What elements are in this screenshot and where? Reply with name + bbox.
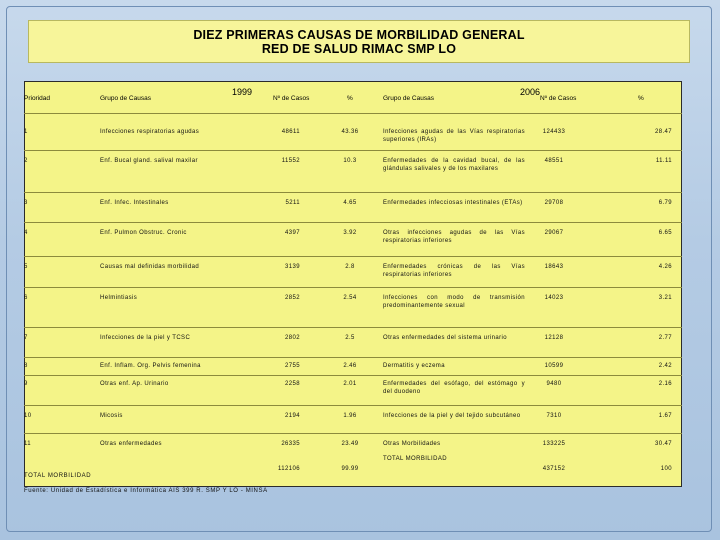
row-cases-2006: 29708	[544, 200, 564, 206]
row-cases-2006: 124433	[542, 129, 566, 135]
header-cases-2: Nº de Casos	[540, 95, 577, 102]
row-cases-2006: 18643	[544, 264, 564, 270]
row-cause-2006: Enfermedades del esófago, del estómago y del duodeno	[383, 381, 525, 395]
title-line-1: DIEZ PRIMERAS CAUSAS DE MORBILIDAD GENERAL	[193, 27, 525, 42]
row-rank: 2	[24, 158, 28, 164]
total-label-left: TOTAL MORBILIDAD	[24, 473, 92, 479]
row-cases-2006: 29067	[544, 230, 564, 236]
row-divider	[24, 327, 682, 328]
row-cases-2006: 48551	[544, 158, 564, 164]
row-cause-2006: Infecciones agudas de las Vías respiratorias superiores (IRAs)	[383, 129, 525, 143]
row-divider	[24, 222, 682, 223]
row-pct-2006: 28.47	[654, 129, 672, 135]
row-divider	[24, 287, 682, 288]
row-pct-2006: 4.26	[658, 264, 672, 270]
row-cause-2006: Enfermedades infecciosas intestinales (ETAs)	[383, 200, 523, 206]
header-pct-1: %	[347, 95, 353, 102]
row-rank: 3	[24, 200, 28, 206]
row-cases-1999: 2755	[285, 363, 300, 369]
row-pct-2006: 30.47	[654, 441, 672, 447]
row-cause-2006: Otras Morbilidades	[383, 441, 441, 447]
total-pct-2: 100	[660, 466, 672, 472]
header-group-2: Grupo de Causas	[383, 95, 434, 102]
row-cases-1999: 48611	[281, 129, 300, 135]
row-pct-1999: 23.49	[341, 441, 359, 447]
year-left: 1999	[232, 87, 253, 97]
year-right: 2006	[520, 87, 541, 97]
row-pct-1999: 10.3	[343, 158, 357, 164]
row-divider	[24, 113, 682, 114]
row-cases-1999: 3139	[285, 264, 300, 270]
row-rank: 8	[24, 363, 28, 369]
title-banner	[28, 20, 690, 63]
row-divider	[24, 405, 682, 406]
row-pct-1999: 2.8	[345, 264, 355, 270]
row-cause-1999: Causas mal definidas morbilidad	[100, 264, 200, 270]
header-priority: Prioridad	[24, 95, 51, 102]
row-cause-1999: Enf. Inflam. Org. Pelvis femenina	[100, 363, 201, 369]
row-rank: 6	[24, 295, 28, 301]
row-cause-1999: Helmintiasis	[100, 295, 138, 301]
row-cases-1999: 2194	[285, 413, 300, 419]
row-pct-1999: 2.54	[343, 295, 357, 301]
row-cases-1999: 2802	[285, 335, 300, 341]
row-cases-2006: 10599	[544, 363, 564, 369]
row-pct-1999: 2.5	[345, 335, 355, 341]
row-pct-2006: 2.16	[658, 381, 672, 387]
row-pct-1999: 1.96	[343, 413, 357, 419]
row-cause-1999: Micosis	[100, 413, 123, 419]
row-cases-2006: 9480	[546, 381, 562, 387]
row-cause-1999: Infecciones de la piel y TCSC	[100, 335, 191, 341]
morbidity-table	[24, 81, 682, 487]
header-cases-1: Nº de Casos	[273, 95, 310, 102]
row-cause-2006: Infecciones de la piel y del tejido subcutáneo	[383, 413, 521, 419]
row-pct-1999: 43.36	[341, 129, 359, 135]
row-cause-2006: Dermatitis y eczema	[383, 363, 445, 369]
row-pct-2006: 1.67	[658, 413, 672, 419]
row-pct-2006: 2.42	[658, 363, 672, 369]
row-cases-1999: 2258	[285, 381, 300, 387]
row-cause-2006: Otras infecciones agudas de las Vías respiratorias inferiores	[383, 230, 525, 244]
total-pct-1: 99.99	[341, 466, 359, 472]
row-cases-2006: 14023	[544, 295, 564, 301]
header-pct-2: %	[638, 95, 644, 102]
row-pct-1999: 3.92	[343, 230, 357, 236]
row-cause-1999: Otras enfermedades	[100, 441, 162, 447]
row-pct-2006: 11.11	[655, 158, 672, 164]
row-cases-2006: 7310	[546, 413, 562, 419]
row-cause-1999: Enf. Pulmon Obstruc. Cronic	[100, 230, 187, 236]
row-cause-2006: Enfermedades crónicas de las Vías respiratorias inferiores	[383, 264, 525, 278]
row-rank: 4	[24, 230, 28, 236]
row-cause-2006: Otras enfermedades del sistema urinario	[383, 335, 507, 341]
row-rank: 7	[24, 335, 28, 341]
row-divider	[24, 256, 682, 257]
title-line-2: RED DE SALUD RIMAC SMP LO	[261, 41, 457, 56]
total-cases-1: 112106	[278, 466, 300, 472]
total-cases-2: 437152	[542, 466, 566, 472]
row-pct-2006: 6.79	[658, 200, 672, 206]
row-cases-1999: 11552	[281, 158, 300, 164]
row-cause-1999: Enf. Bucal gland. salival maxilar	[100, 158, 198, 164]
row-rank: 9	[24, 381, 28, 387]
row-cause-1999: Infecciones respiratorias agudas	[100, 129, 200, 135]
row-pct-1999: 2.01	[343, 381, 357, 387]
row-divider	[24, 433, 682, 434]
source-note: Fuente: Unidad de Estadística e Informática AIS 399 R. SMP Y LO - MINSA	[24, 488, 268, 494]
row-pct-1999: 2.46	[343, 363, 357, 369]
row-cases-1999: 2852	[285, 295, 300, 301]
row-pct-2006: 3.21	[658, 295, 672, 301]
row-rank: 5	[24, 264, 28, 270]
row-rank: 11	[24, 441, 32, 447]
row-divider	[24, 375, 682, 376]
row-divider	[24, 357, 682, 358]
row-pct-2006: 2.77	[658, 335, 672, 341]
row-pct-1999: 4.65	[343, 200, 357, 206]
row-rank: 10	[24, 413, 32, 419]
row-cause-2006: Enfermedades de la cavidad bucal, de las glándulas salivales y de los maxilares	[383, 158, 525, 172]
row-cases-1999: 26335	[281, 441, 300, 447]
row-cause-2006: Infecciones con modo de transmisión predominantemente sexual	[383, 295, 525, 309]
row-cases-2006: 133225	[542, 441, 566, 447]
total-label-right: TOTAL MORBILIDAD	[383, 456, 447, 462]
row-cause-1999: Enf. Infec. Intestinales	[100, 200, 169, 206]
row-cases-1999: 4397	[285, 230, 300, 236]
row-divider	[24, 150, 682, 151]
row-pct-2006: 6.65	[658, 230, 672, 236]
row-cases-2006: 12128	[544, 335, 564, 341]
header-group-1: Grupo de Causas	[100, 95, 151, 102]
row-cases-1999: 5211	[285, 200, 300, 206]
row-cause-1999: Otras enf. Ap. Urinario	[100, 381, 169, 387]
row-divider	[24, 192, 682, 193]
row-rank: 1	[24, 129, 28, 135]
